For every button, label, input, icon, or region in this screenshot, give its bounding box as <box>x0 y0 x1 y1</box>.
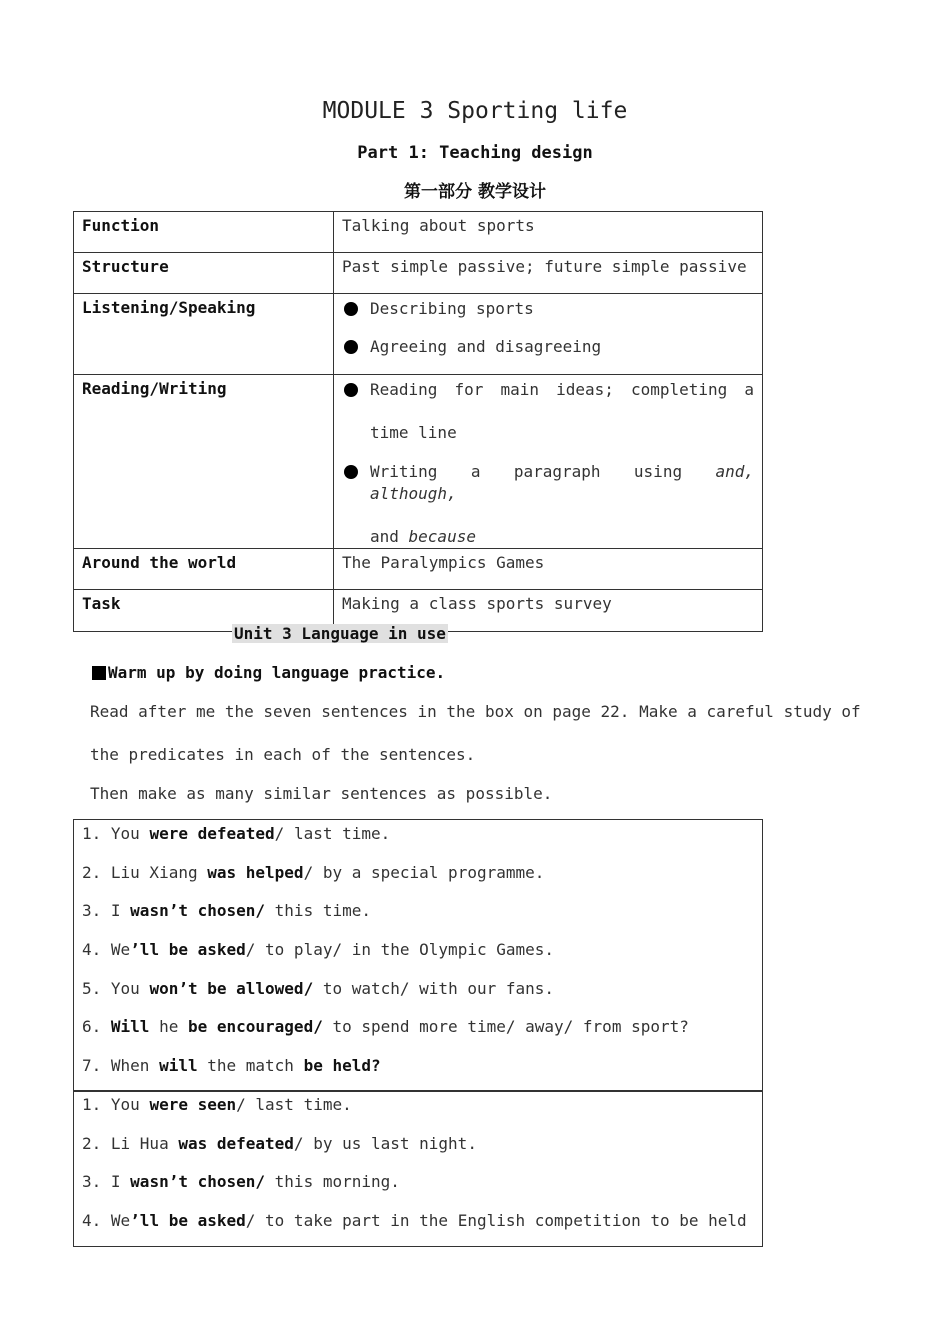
row-label-around: Around the world <box>74 549 334 590</box>
square-bullet-icon <box>92 666 106 680</box>
subtitle-english: Part 1: Teaching design <box>357 143 593 163</box>
bullet-icon <box>344 465 358 479</box>
sentence-item: 5. You won’t be allowed/ to watch/ with our fans. <box>82 978 555 998</box>
table-row <box>74 253 763 294</box>
row-label-function: Function <box>74 212 334 253</box>
instruction-line: Read after me the seven sentences in the box on page 22. Make a careful study of <box>90 702 861 721</box>
row-value-reading <box>334 375 763 549</box>
teaching-design-table <box>73 211 763 632</box>
instruction-line: Then make as many similar sentences as possible. <box>90 784 553 803</box>
sentence-item: 1. You were seen/ last time. <box>82 1095 352 1114</box>
sentence-item: 3. I wasn’t chosen/ this time. <box>82 901 371 921</box>
row-value-listening <box>334 294 763 375</box>
row-value-around: The Paralympics Games <box>334 549 763 590</box>
table-row <box>74 294 763 375</box>
row-label-structure: Structure <box>74 253 334 294</box>
sentence-item: 2. Li Hua was defeated/ by us last night. <box>82 1133 477 1153</box>
warm-up-heading: Warm up by doing language practice. <box>92 663 445 682</box>
instruction-line: the predicates in each of the sentences. <box>90 745 476 764</box>
table-row <box>74 375 763 549</box>
bullet-icon <box>344 340 358 354</box>
sentence-item: 4. We’ll be asked/ to take part in the English competition to be held <box>82 1211 747 1231</box>
row-label-listening: Listening/Speaking <box>74 294 334 375</box>
sentence-item: 6. Will he be encouraged/ to spend more time/ away/ from sport? <box>82 1017 689 1037</box>
row-value-function: Talking about sports <box>334 212 763 253</box>
unit-heading: Unit 3 Language in use <box>234 624 446 643</box>
list-item: Writing a paragraph using and, although, and because <box>342 461 754 548</box>
sentence-item: 4. We’ll be asked/ to play/ in the Olympic Games. <box>82 940 555 960</box>
row-value-structure: Past simple passive; future simple passive <box>334 253 763 294</box>
sentence-item: 3. I wasn’t chosen/ this morning. <box>82 1172 400 1192</box>
bullet-icon <box>344 383 358 397</box>
sentence-item: 1. You were defeated/ last time. <box>82 824 391 843</box>
list-item: Describing sports <box>342 298 754 320</box>
list-item: Agreeing and disagreeing <box>342 336 754 358</box>
row-label-reading: Reading/Writing <box>74 375 334 549</box>
page-title: MODULE 3 Sporting life <box>322 98 628 124</box>
row-label-task: Task <box>74 590 334 632</box>
example-sentences-box <box>73 819 763 1092</box>
practice-sentences-box <box>73 1090 763 1247</box>
subtitle-chinese: 第一部分 教学设计 <box>404 182 546 202</box>
sentence-item: 2. Liu Xiang was helped/ by a special programme. <box>82 862 545 882</box>
bullet-icon <box>344 302 358 316</box>
sentence-item: 7. When will the match be held? <box>82 1056 381 1076</box>
table-row <box>74 549 763 590</box>
row-value-task: Making a class sports survey <box>334 590 763 632</box>
table-row <box>74 212 763 253</box>
list-item: Reading for main ideas; completing a time line <box>342 379 754 444</box>
